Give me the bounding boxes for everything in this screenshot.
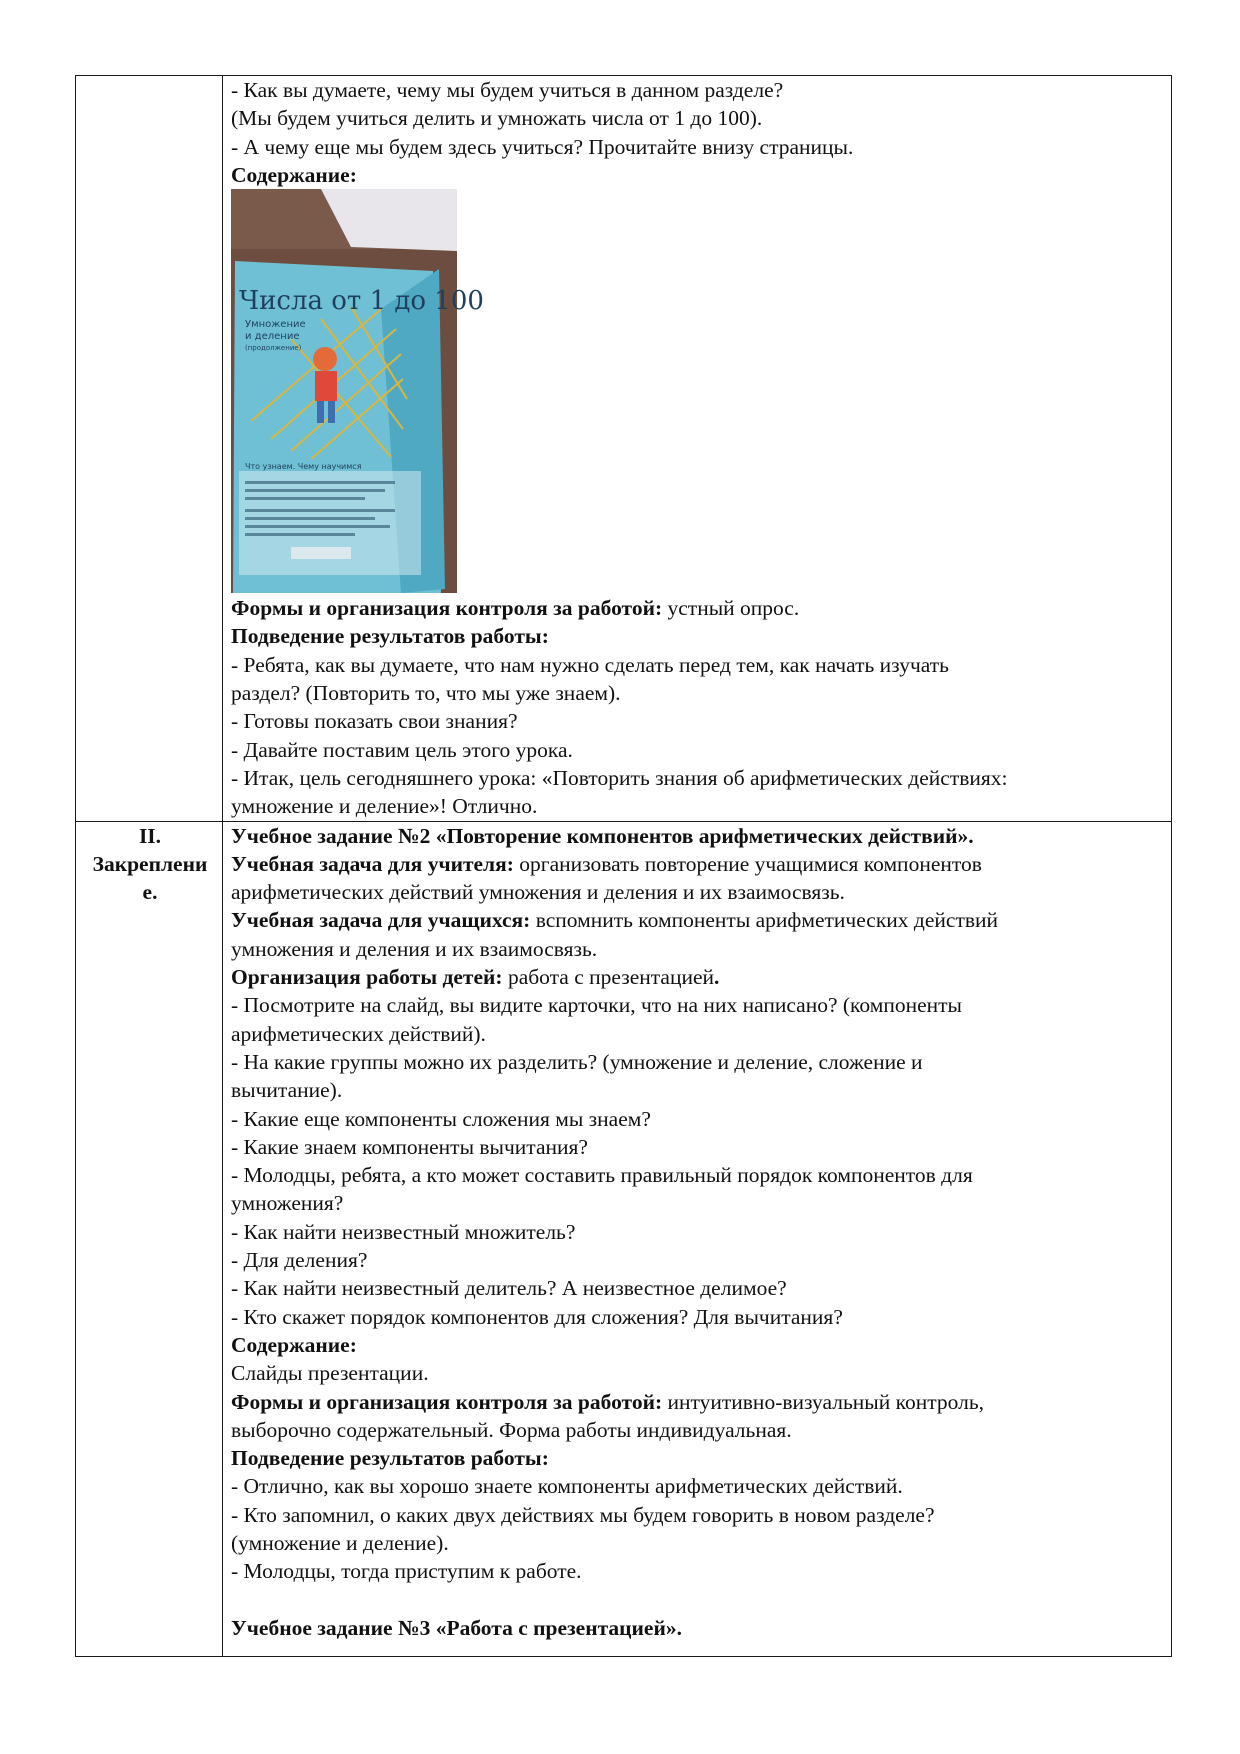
student-task-line: умножения и деления и их взаимосвязь. xyxy=(231,936,598,961)
dialog-line: - Молодцы, тогда приступим к работе. xyxy=(231,1559,582,1584)
control-form-line xyxy=(231,1388,1165,1416)
organization-value: работа с презентацией xyxy=(502,965,715,990)
control-form-line xyxy=(231,594,1165,622)
dialog-line: - Посмотрите на слайд, вы видите карточки, что на них написано? (компоненты xyxy=(231,993,962,1018)
dialog-line: - Отлично, как вы хорошо знаете компоненты арифметических действий. xyxy=(231,1474,903,1499)
content-heading: Содержание: xyxy=(231,1332,357,1357)
organization-dot: . xyxy=(714,965,720,990)
student-task-line xyxy=(231,906,1165,934)
content-cell xyxy=(223,821,1172,1656)
table-row xyxy=(76,821,1172,1656)
dialog-line: - Какие знаем компоненты вычитания? xyxy=(231,1134,588,1159)
cover-subtitle-2: и деление xyxy=(245,331,300,343)
dialog-line: умножения? xyxy=(231,1191,344,1216)
dialog-line: - Молодцы, ребята, а кто может составить правильный порядок компонентов для xyxy=(231,1163,973,1188)
content-heading: Содержание: xyxy=(231,162,357,187)
task-title: Учебное задание №3 «Работа с презентацией». xyxy=(231,1615,682,1640)
dialog-line: арифметических действий). xyxy=(231,1021,486,1046)
stage-cell xyxy=(76,76,223,822)
stage-number: II. xyxy=(138,823,162,848)
control-form-label: Формы и организация контроля за работой: xyxy=(231,1389,663,1414)
control-form-line: выборочно содержательный. Форма работы индивидуальная. xyxy=(231,1417,792,1442)
stage-name-part: Закреплени xyxy=(92,851,208,876)
teacher-task-line xyxy=(231,850,1165,878)
organization-line xyxy=(231,963,1165,991)
dialog-line: раздел? (Повторить то, что мы уже знаем). xyxy=(231,681,621,706)
content-cell xyxy=(223,76,1172,822)
dialog-line: - Как найти неизвестный делитель? А неизвестное делимое? xyxy=(231,1276,787,1301)
table-row xyxy=(76,76,1172,822)
stage-name-part: е. xyxy=(142,880,158,905)
dialog-line: вычитание). xyxy=(231,1078,343,1103)
dialog-line: - А чему еще мы будем здесь учиться? Прочитайте внизу страницы. xyxy=(231,134,854,159)
dialog-line: - Итак, цель сегодняшнего урока: «Повторить знания об арифметических действиях: xyxy=(231,765,1008,790)
results-heading: Подведение результатов работы: xyxy=(231,624,549,649)
dialog-line: - Как найти неизвестный множитель? xyxy=(231,1219,576,1244)
teacher-task-label: Учебная задача для учителя: xyxy=(231,851,514,876)
cover-bottom-heading: Что узнаем. Чему научимся xyxy=(245,462,362,472)
stage-cell xyxy=(76,821,223,1656)
dialog-line: - Давайте поставим цель этого урока. xyxy=(231,737,573,762)
dialog-line: - Для деления? xyxy=(231,1248,368,1273)
control-form-value: интуитивно-визуальный контроль, xyxy=(662,1389,985,1414)
textbook-cover-photo xyxy=(231,189,484,593)
dialog-line: - Как вы думаете, чему мы будем учиться в данном разделе? xyxy=(231,78,784,102)
dialog-line: - Кто запомнил, о каких двух действиях мы будем говорить в новом разделе? xyxy=(231,1502,935,1527)
blank-line xyxy=(231,1586,1165,1614)
dialog-line: (умножение и деление). xyxy=(231,1530,449,1555)
dialog-line: умножение и деление»! Отлично. xyxy=(231,794,538,819)
cover-subtitle-1: Умножение xyxy=(245,319,306,331)
teacher-task-line: арифметических действий умножения и деления и их взаимосвязь. xyxy=(231,880,845,905)
content-value: Слайды презентации. xyxy=(231,1361,429,1386)
dialog-line: - На какие группы можно их разделить? (умножение и деление, сложение и xyxy=(231,1049,923,1074)
dialog-line: - Ребята, как вы думаете, что нам нужно сделать перед тем, как начать изучать xyxy=(231,652,949,677)
student-task-label: Учебная задача для учащихся: xyxy=(231,908,531,933)
control-form-value: устный опрос. xyxy=(662,596,800,621)
task-title: Учебное задание №2 «Повторение компонентов арифметических действий». xyxy=(231,823,974,848)
dialog-line: - Готовы показать свои знания? xyxy=(231,709,518,734)
cover-title: Числа от 1 до 100 xyxy=(239,286,484,317)
control-form-label: Формы и организация контроля за работой: xyxy=(231,596,663,621)
cover-subtitle-3: (продолжение) xyxy=(245,344,302,353)
organization-label: Организация работы детей: xyxy=(231,965,503,990)
results-heading: Подведение результатов работы: xyxy=(231,1446,549,1471)
teacher-task-value: организовать повторение учащимися компонентов xyxy=(513,851,982,876)
dialog-line: (Мы будем учиться делить и умножать числа от 1 до 100). xyxy=(231,106,763,131)
dialog-line: - Кто скажет порядок компонентов для сложения? Для вычитания? xyxy=(231,1304,843,1329)
student-task-value: вспомнить компоненты арифметических действий xyxy=(530,908,999,933)
dialog-line: - Какие еще компоненты сложения мы знаем? xyxy=(231,1106,651,1131)
lesson-plan-table xyxy=(75,75,1172,1657)
